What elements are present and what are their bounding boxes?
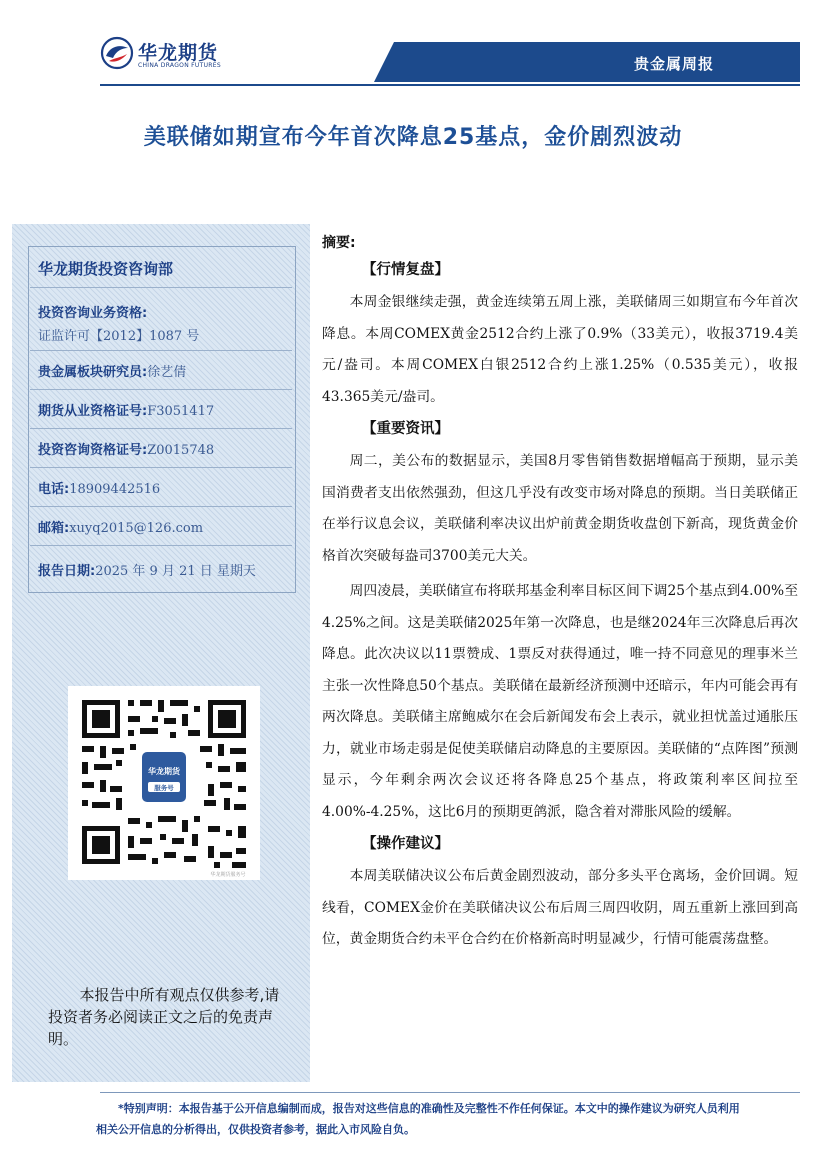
field-label: 投资咨询资格证号: xyxy=(38,443,148,458)
section-heading-key-news: 【重要资讯】 xyxy=(362,421,449,437)
divider xyxy=(30,287,292,288)
special-notice: *特别声明：本报告基于公开信息编制而成，报告对这些信息的准确性及完整性不作任何保证。本文中的操作建议为研究人员利用相关公开信息的分析得出，仅供投资者参考，据此入市风险自负。 xyxy=(96,1102,740,1136)
department-name: 华龙期货投资咨询部 xyxy=(38,260,174,278)
contact-box xyxy=(28,246,296,593)
qr-code-icon[interactable] xyxy=(68,686,260,880)
advisory-cert-row xyxy=(38,439,214,458)
qr-badge-subtext: 服务号 xyxy=(154,784,174,792)
email-row xyxy=(38,517,203,536)
qualification-label xyxy=(38,302,147,321)
advisory-cert-number: Z0015748 xyxy=(147,443,215,458)
divider xyxy=(30,428,292,429)
sidebar-disclaimer: 本报告中所有观点仅供参考,请投资者务必阅读正文之后的免责声明。 xyxy=(48,986,280,1048)
report-date-row xyxy=(38,560,256,579)
email-address[interactable]: xuyq2015@126.com xyxy=(69,521,204,536)
field-label: 期货从业资格证号: xyxy=(38,404,148,419)
company-logo xyxy=(100,36,240,76)
field-label: 贵金属板块研究员: xyxy=(38,365,148,380)
researcher-name: 徐艺倩 xyxy=(147,365,187,380)
field-label: 投资咨询业务资格: xyxy=(38,306,148,321)
dragon-logo-icon xyxy=(100,36,134,70)
section-heading-trading-advice: 【操作建议】 xyxy=(362,836,449,852)
divider xyxy=(30,467,292,468)
header-divider xyxy=(100,84,800,86)
qr-code-card xyxy=(68,686,260,880)
report-type-label: 贵金属周报 xyxy=(633,55,714,73)
divider xyxy=(30,545,292,546)
field-label: 报告日期: xyxy=(38,564,96,579)
logo-chinese-name: 华龙期货 xyxy=(138,42,219,64)
field-label: 电话: xyxy=(38,482,70,497)
futures-cert-row xyxy=(38,400,214,419)
field-label: 邮箱: xyxy=(38,521,70,536)
paragraph: 本周金银继续走强，黄金连续第五周上涨，美联储周三如期宣布今年首次降息。本周COMEX黄金2512合约上涨了0.9%（33美元），收报3719.4美元/盎司。本周COMEX白银2512合约上涨1.25%（0.535美元），收报43.365美元/盎司。 xyxy=(322,294,798,405)
paragraph: 本周美联储决议公布后黄金剧烈波动，部分多头平仓离场，金价回调。短线看，COMEX金价在美联储决议公布后周三周四收阴，周五重新上涨回到高位，黄金期货合约未平仓合约在价格新高时明显减少，行情可能震荡盘整。 xyxy=(322,868,798,947)
phone-number[interactable]: 18909442516 xyxy=(69,482,161,497)
divider xyxy=(30,506,292,507)
section-heading-market-review: 【行情复盘】 xyxy=(362,262,449,278)
futures-cert-number: F3051417 xyxy=(147,404,215,419)
license-number: 证监许可【2012】1087 号 xyxy=(38,329,200,344)
report-date: 2025 年 9 月 21 日 星期天 xyxy=(95,564,256,579)
divider xyxy=(30,350,292,351)
report-body xyxy=(322,232,798,1078)
report-title: 美联储如期宣布今年首次降息25基点，金价剧烈波动 xyxy=(143,125,683,150)
footer-divider xyxy=(100,1092,800,1093)
abstract-label: 摘要: xyxy=(322,235,356,251)
paragraph: 周四凌晨，美联储宣布将联邦基金利率目标区间下调25个基点到4.00%至4.25%之间。这是美联储2025年第一次降息，也是继2024年三次降息后再次降息。此次决议以11票赞成、1票反对获得通过，唯一持不同意见的理事米兰主张一次性降息50个基点。美联储在最新经济预测中还暗示，年内可能会再有两次降息。美联储主席鲍威尔在会后新闻发布会上表示，就业担忧盖过通胀压力，就业市场走弱是促使美联储启动降息的主要原因。美联储的“点阵图”预测显示，今年剩余两次会议还将各降息25个基点，将政策利率区间拉至4.00%-4.25%，这比6月的预期更鸽派，隐含着对滞胀风险的缓解。 xyxy=(322,583,798,820)
phone-row xyxy=(38,478,160,497)
researcher-row xyxy=(38,361,186,380)
divider xyxy=(30,389,292,390)
qr-caption: 华龙期货服务号 xyxy=(210,872,246,878)
logo-english-name: CHINA DRAGON FUTURES xyxy=(138,62,221,69)
paragraph: 周二，美公布的数据显示，美国8月零售销售数据增幅高于预期，显示美国消费者支出依然强劲，但这几乎没有改变市场对降息的预期。当日美联储正在举行议息会议，美联储利率决议出炉前黄金期货收盘创下新高，现货黄金价格首次突破每盎司3700美元大关。 xyxy=(322,453,798,564)
qr-badge-text: 华龙期货 xyxy=(148,767,180,776)
header-banner xyxy=(374,42,800,82)
